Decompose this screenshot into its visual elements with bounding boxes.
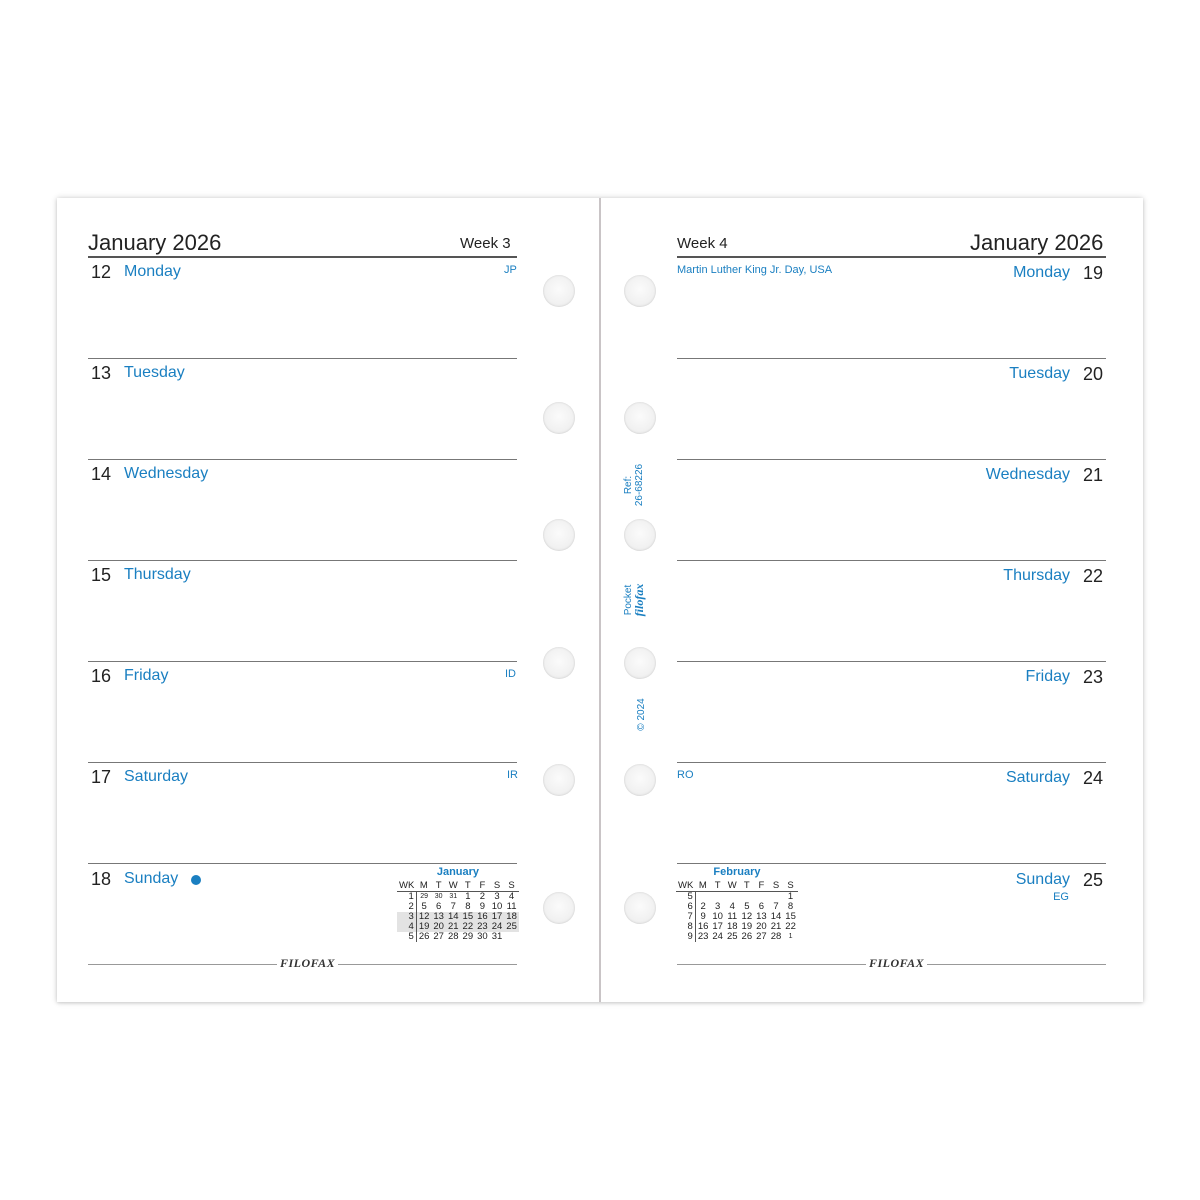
holiday-tag: EG	[1053, 891, 1069, 903]
mini-calendar-month: February	[713, 866, 761, 878]
punch-hole	[624, 519, 656, 551]
mini-day: 30	[477, 931, 488, 942]
filofax-logo: FILOFAX	[277, 956, 338, 971]
day-name: Wednesday	[124, 465, 209, 482]
mini-header: M	[416, 880, 431, 892]
mini-day: 9	[700, 911, 706, 922]
mini-day: 4	[729, 901, 735, 912]
ref-code: 26-68226	[634, 463, 645, 507]
day-divider	[677, 560, 1106, 561]
mini-day: 14	[770, 911, 782, 922]
mini-day: 26	[418, 931, 430, 942]
mini-header: WK	[678, 880, 694, 891]
day-name: Saturday	[124, 768, 189, 785]
holiday-tag: ID	[505, 668, 516, 680]
day-number: 21	[1082, 465, 1103, 485]
mini-calendar-january	[397, 866, 519, 942]
mini-day: 3	[715, 901, 721, 912]
mini-day: 18	[506, 911, 517, 922]
punch-hole	[624, 764, 656, 796]
mini-day: 23	[477, 921, 488, 932]
page-fold	[599, 198, 601, 1002]
mini-day: 14	[447, 911, 459, 922]
day-name: Monday	[1013, 264, 1070, 281]
mini-day: 11	[506, 901, 517, 912]
week-number: 1	[397, 892, 416, 903]
mini-day: 3	[494, 891, 500, 902]
holiday-label: Martin Luther King Jr. Day, USA	[677, 264, 833, 276]
mini-day: 17	[491, 911, 503, 922]
day-name: Monday	[124, 263, 181, 280]
mini-day: 29	[462, 931, 474, 942]
punch-hole	[624, 647, 656, 679]
mini-header: T	[431, 880, 446, 892]
day-name: Sunday	[124, 870, 179, 887]
day-name: Friday	[124, 667, 169, 684]
mini-day: 1	[787, 891, 794, 902]
day-name: Tuesday	[124, 364, 185, 381]
left-header-rule	[88, 256, 517, 258]
mini-header: S	[769, 880, 784, 892]
holiday-tag: RO	[677, 769, 694, 781]
mini-day: 27	[433, 931, 444, 942]
filofax-logo: FILOFAX	[866, 956, 927, 971]
right-page-title: January 2026	[970, 230, 1104, 255]
mini-day: 15	[462, 911, 474, 922]
day-number: 12	[91, 262, 112, 282]
day-name: Thursday	[1003, 567, 1070, 584]
spine-ref	[623, 460, 645, 510]
mini-week-row	[676, 932, 798, 942]
mini-day: 17	[712, 921, 723, 932]
mini-week-row	[676, 892, 798, 903]
day-divider	[677, 661, 1106, 662]
mini-day: 13	[756, 911, 767, 922]
mini-header: W	[446, 880, 461, 892]
day-divider	[677, 762, 1106, 763]
mini-day: 2	[700, 901, 706, 912]
day-number: 25	[1082, 870, 1103, 890]
spine-brand	[623, 570, 645, 630]
week-number: 9	[676, 932, 695, 942]
mini-day: 28	[770, 931, 782, 942]
mini-header: S	[783, 880, 798, 892]
mini-day: 21	[447, 921, 459, 932]
day-divider	[88, 661, 517, 662]
mini-day: 31	[449, 893, 458, 900]
mini-day: 24	[712, 931, 723, 942]
mini-day: 16	[477, 911, 488, 922]
mini-day: 5	[744, 901, 750, 912]
day-divider	[88, 560, 517, 561]
week-number: 3	[397, 912, 416, 922]
mini-day: 19	[741, 921, 753, 932]
filofax-logo: filofax	[632, 583, 646, 617]
mini-header: S	[504, 880, 519, 892]
mini-header: S	[490, 880, 505, 892]
mini-day: 24	[491, 921, 503, 932]
mini-day: 16	[697, 921, 709, 932]
mini-day: 28	[447, 931, 459, 942]
punch-hole	[624, 275, 656, 307]
day-name: Thursday	[124, 566, 191, 583]
holiday-tag: JP	[504, 264, 517, 276]
mini-day: 22	[462, 921, 474, 932]
punch-hole	[543, 519, 575, 551]
day-name: Tuesday	[1009, 365, 1070, 382]
mini-day: 30	[434, 893, 443, 900]
punch-hole	[624, 402, 656, 434]
mini-day: 21	[770, 921, 782, 932]
mini-day: 9	[479, 901, 486, 912]
mini-day: 5	[421, 901, 427, 912]
mini-header: F	[475, 880, 490, 892]
week-number: 4	[397, 922, 416, 932]
mini-day: 12	[741, 911, 753, 922]
day-name: Friday	[1025, 668, 1070, 685]
mini-day: 7	[450, 901, 456, 912]
mini-day: 29	[420, 893, 428, 900]
day-number: 24	[1082, 768, 1103, 788]
mini-day: 19	[416, 922, 431, 932]
mini-day: 23	[697, 931, 709, 942]
mini-header: W	[725, 880, 740, 892]
mini-header: F	[754, 880, 769, 892]
day-name: Sunday	[1015, 871, 1070, 888]
mini-day: 13	[433, 911, 444, 922]
day-number: 20	[1082, 364, 1103, 384]
day-divider	[88, 358, 517, 359]
mini-day: 8	[465, 901, 471, 912]
mini-header: T	[740, 880, 755, 892]
day-number: 17	[91, 767, 112, 787]
day-name: Saturday	[1005, 769, 1070, 786]
ref-label: Ref:	[623, 475, 634, 495]
mini-day: 2	[479, 891, 486, 902]
punch-hole	[543, 402, 575, 434]
punch-hole	[543, 892, 575, 924]
punch-hole	[543, 275, 575, 307]
mini-day: 6	[758, 901, 765, 912]
day-divider	[88, 863, 517, 864]
day-name: Wednesday	[985, 466, 1070, 483]
day-number: 13	[91, 363, 112, 383]
punch-hole	[543, 764, 575, 796]
day-divider	[677, 459, 1106, 460]
full-moon-icon	[191, 875, 201, 885]
day-number: 15	[91, 565, 112, 585]
week-number: 8	[676, 922, 695, 932]
mini-day: 20	[433, 921, 444, 932]
week-number: 6	[676, 902, 695, 912]
right-header-rule	[677, 256, 1106, 258]
mini-week-row	[397, 932, 519, 942]
day-number: 18	[91, 869, 112, 889]
day-divider	[88, 762, 517, 763]
mini-day: 18	[726, 921, 738, 932]
day-number: 14	[91, 464, 112, 484]
mini-day: 26	[741, 931, 753, 942]
holiday-tag: IR	[507, 769, 518, 781]
mini-day: 6	[436, 901, 442, 912]
mini-day: 20	[756, 921, 767, 932]
punch-hole	[543, 647, 575, 679]
week-number: 2	[397, 902, 416, 912]
week-number: 5	[676, 892, 695, 903]
mini-header: M	[695, 880, 710, 892]
mini-header: T	[461, 880, 476, 892]
day-divider	[88, 459, 517, 460]
mini-day: 11	[727, 911, 738, 922]
mini-day: 4	[508, 891, 515, 902]
mini-day: 25	[726, 931, 738, 942]
size-label: Pocket	[623, 584, 634, 616]
mini-day: 10	[491, 901, 503, 912]
mini-day: 10	[712, 911, 723, 922]
day-divider	[677, 358, 1106, 359]
left-page-title: January 2026	[88, 230, 222, 255]
day-divider	[677, 863, 1106, 864]
spine-copyright: © 2024	[636, 698, 647, 731]
day-number: 23	[1082, 667, 1103, 687]
mini-day: 25	[506, 921, 517, 932]
mini-header: T	[710, 880, 725, 892]
punch-hole	[624, 892, 656, 924]
mini-day: 12	[416, 912, 431, 922]
mini-day: 1	[465, 891, 471, 902]
mini-day: 1	[788, 933, 793, 940]
mini-day: 27	[756, 931, 767, 942]
week-number: 7	[676, 912, 695, 922]
day-number: 16	[91, 666, 112, 686]
right-week-label: Week 4	[677, 235, 728, 252]
mini-header: WK	[399, 880, 415, 891]
mini-day	[504, 932, 519, 942]
mini-day: 8	[787, 901, 794, 912]
left-week-label: Week 3	[460, 235, 511, 252]
mini-day: 22	[785, 921, 796, 932]
week-number: 5	[397, 932, 416, 942]
mini-calendar-february	[676, 866, 798, 942]
mini-day: 7	[773, 901, 779, 912]
mini-day: 15	[785, 911, 796, 922]
day-number: 19	[1082, 263, 1103, 283]
mini-calendar-month: January	[436, 866, 480, 878]
day-number: 22	[1082, 566, 1103, 586]
mini-day: 31	[491, 931, 503, 942]
